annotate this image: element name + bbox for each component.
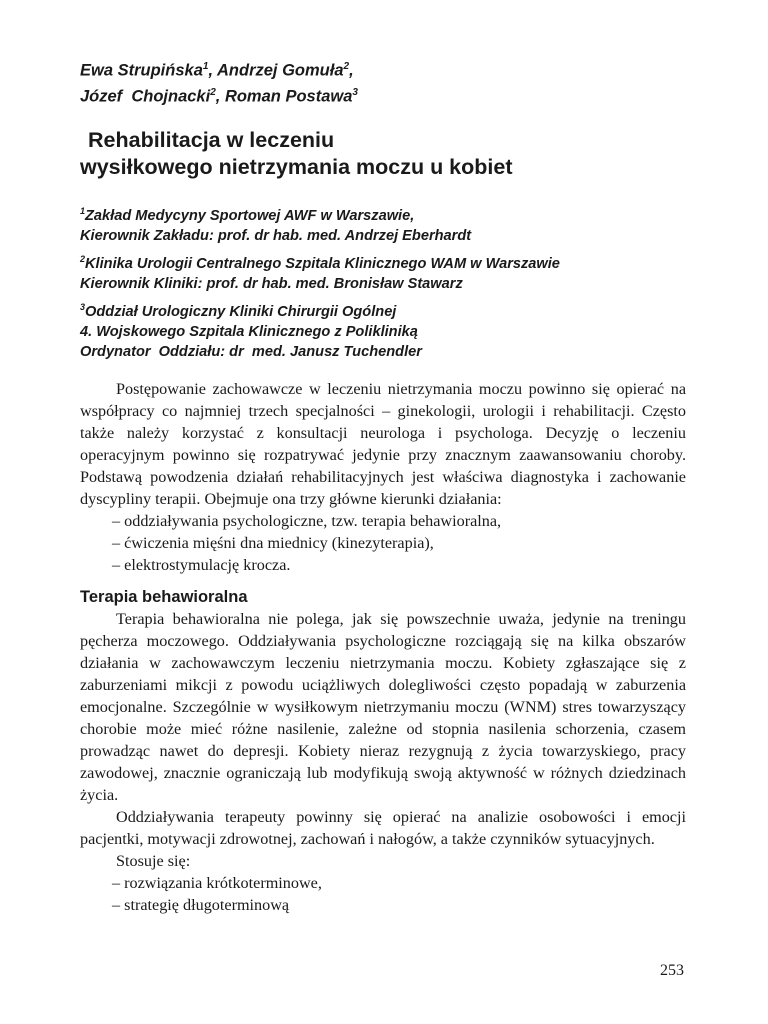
author-affil-sup: 1 bbox=[202, 61, 209, 72]
intro-paragraph: Postępowanie zachowawcze w leczeniu nietrzymania moczu powinno się opierać na współpracy co najmniej trzech specjalności – ginekologii, urologii i rehabilitacji. Często także należy korzystać z konsultacji neurologa i psychologa. Decyzję o leczeniu operacyjnym powinno się rozpatrywać jedynie przy znacznym zaawansowaniu choroby. Podstawą powodzenia działań rehabilitacyjnych jest właściwa diagnostyka i zachowanie dyscypliny terapii. Obejmuje ona trzy główne kierunki działania: bbox=[80, 379, 686, 508]
affiliation-sup: 3 bbox=[80, 301, 86, 312]
affiliation-line: Kierownik Zakładu: prof. dr hab. med. Andrzej Eberhardt bbox=[80, 227, 472, 244]
article-title bbox=[80, 127, 686, 181]
title-line-2: wysiłkowego nietrzymania moczu u kobiet bbox=[80, 155, 513, 179]
intro-section bbox=[80, 378, 686, 576]
section-heading: Terapia behawioralna bbox=[80, 587, 248, 606]
author-name: Roman Postawa bbox=[224, 87, 353, 105]
affiliation-sup: 2 bbox=[80, 253, 86, 264]
author-separator: , bbox=[349, 61, 354, 80]
affiliation-line: 4. Wojskowego Szpitala Klinicznego z Polikliniką bbox=[80, 323, 418, 340]
list-item: – strategię długoterminową bbox=[112, 895, 290, 914]
page-number: 253 bbox=[660, 962, 684, 979]
section-paragraph-3: Stosuje się: bbox=[116, 851, 191, 870]
affiliation-line bbox=[80, 297, 686, 322]
section-paragraph-1: Terapia behawioralna nie polega, jak się powszechnie uważa, jedynie na treningu pęcherza moczowego. Oddziaływania psychologiczne rozciągają się na kilka obszarów działania w zachowawczym leczeniu nietrzymania moczu. Kobiety zgłaszające się z zaburzeniami mikcji z powodu uciążliwych dolegliwości często popadają w zaburzenia emocjonalne. Szczególnie w wysiłkowym nietrzymaniu moczu (WNM) stres towarzyszący chorobie może mieć różne nasilenie, zależne od stopnia nasilenia schorzenia, czasem prowadząc nawet do depresji. Kobiety nieraz rezygnują z życia towarzyskiego, pracy zawodowej, znacznie ograniczają lub modyfikują swoją aktywność w różnych dziedzinach życia. bbox=[80, 609, 686, 804]
author-affil-sup: 2 bbox=[210, 86, 216, 98]
list-item: – rozwiązania krótkoterminowe, bbox=[112, 873, 322, 892]
author-affil-sup: 2 bbox=[343, 61, 350, 72]
author-affil-sup: 3 bbox=[352, 86, 358, 98]
affiliation-sup: 1 bbox=[80, 206, 86, 216]
author-name: Józef Chojnacki bbox=[80, 87, 211, 105]
author-list bbox=[80, 56, 686, 107]
author-name: Ewa Strupińska bbox=[80, 61, 203, 80]
author-line-1 bbox=[80, 56, 686, 82]
list-item: – elektrostymulację krocza. bbox=[112, 555, 291, 574]
list-item: – ćwiczenia mięśni dna miednicy (kinezyterapia), bbox=[112, 533, 434, 552]
affiliation-list bbox=[80, 201, 686, 362]
affiliation-line bbox=[80, 249, 686, 274]
section-paragraph-2: Oddziaływania terapeuty powinny się opierać na analizie osobowości i emocji pacjentki, motywacji zdrowotnej, zachowań i nałogów, a także czynników sytuacyjnych. bbox=[80, 807, 686, 848]
author-line-2 bbox=[80, 82, 686, 108]
affiliation-text: Oddział Urologiczny Kliniki Chirurgii Ogólnej bbox=[85, 303, 397, 320]
affiliation-line: Kierownik Kliniki: prof. dr hab. med. Bronisław Stawarz bbox=[80, 275, 463, 292]
author-separator: , bbox=[208, 61, 217, 80]
affiliation-text: Klinika Urologii Centralnego Szpitala Klinicznego WAM w Warszawie bbox=[85, 255, 560, 272]
author-name: Andrzej Gomuła bbox=[217, 61, 344, 80]
affiliation-text: Zakład Medycyny Sportowej AWF w Warszawie, bbox=[85, 207, 415, 224]
title-line-1: Rehabilitacja w leczeniu bbox=[88, 128, 335, 152]
affiliation-2 bbox=[80, 249, 686, 294]
affiliation-line bbox=[80, 201, 686, 226]
affiliation-3 bbox=[80, 297, 686, 362]
list-item: – oddziaływania psychologiczne, tzw. terapia behawioralna, bbox=[112, 511, 502, 530]
affiliation-line: Ordynator Oddziału: dr med. Janusz Tuchendler bbox=[80, 343, 422, 360]
affiliation-1 bbox=[80, 201, 686, 246]
author-separator: , bbox=[215, 87, 225, 105]
article-page bbox=[80, 56, 686, 916]
